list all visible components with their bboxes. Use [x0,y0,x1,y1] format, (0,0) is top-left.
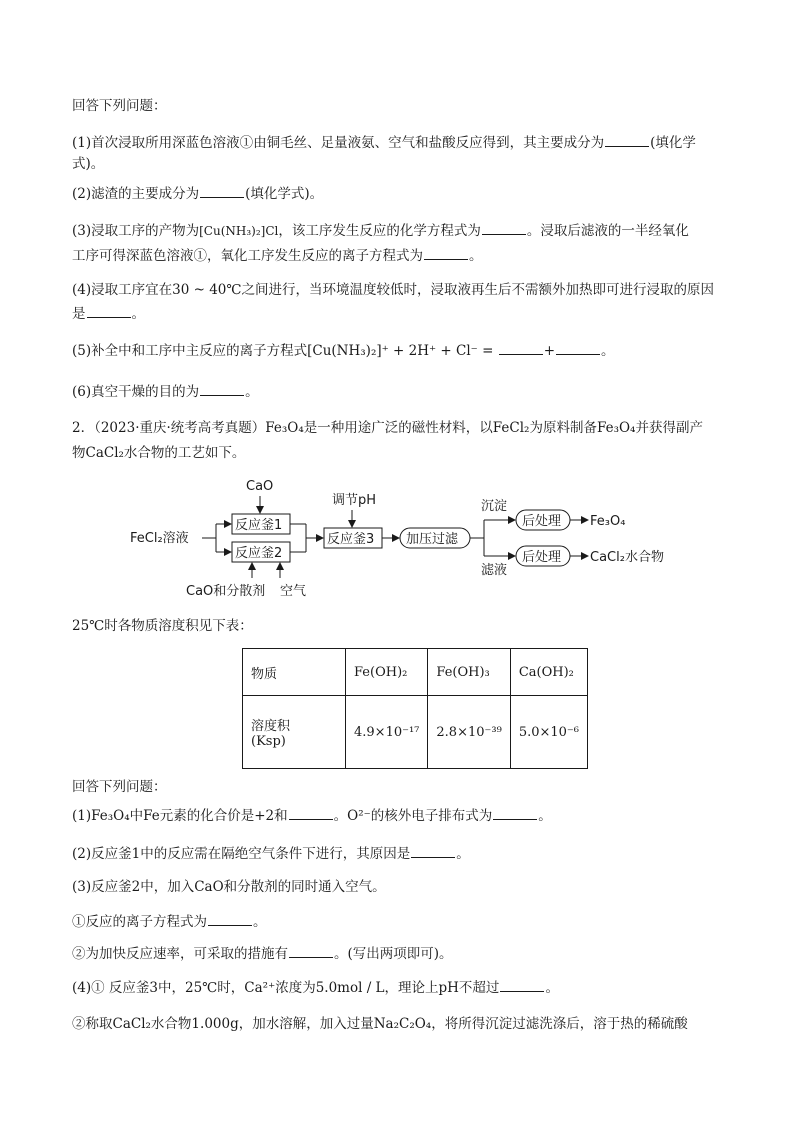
q1-item-3 [72,220,689,241]
table-value-caoh2: 5.0×10⁻⁶ [510,696,587,769]
post-processing-1-label: 后处理 [522,514,562,529]
process-flow-diagram [130,474,690,604]
flow-precipitate-label: 沉淀 [481,499,508,514]
q1-item-4 [72,280,714,300]
complex-formula: [Cu(NH₃)₂]Cl [199,224,279,238]
answer-blank[interactable] [499,340,543,355]
q2-item-1-text-b: 。O²⁻的核外电子排布式为 [333,808,493,824]
product-cacl2-label: CaCl₂水合物 [590,550,664,565]
q2-item-1 [72,805,552,826]
ksp-label-line1: 溶度积 [251,719,291,734]
q2-item-3-sub1-text: ①反应的离子方程式为 [72,914,207,930]
table-header-caoh2: Ca(OH)₂ [510,649,587,696]
table-row [243,649,588,696]
q2-item-4 [72,977,559,998]
q2-header: 2．（2023·重庆·统考高考真题）Fe₃O₄是一种用途广泛的磁性材料，以FeCl₂为原料制备Fe₃O₄并获得副产 [72,420,703,436]
temperature-range: 30 ~ 40℃ [172,282,242,298]
answer-blank[interactable] [482,220,526,235]
answer-blank[interactable] [289,943,333,958]
q1-item-3-text-d: 工序可得深蓝色溶液①，氧化工序发生反应的离子方程式为 [72,248,423,264]
table-value-feoh3: 2.8×10⁻³⁹ [428,696,510,769]
answer-blank[interactable] [556,340,600,355]
flow-filtrate-label: 滤液 [481,563,508,578]
q2-item-2 [72,843,470,864]
answer-blank[interactable] [208,911,252,926]
answer-blank[interactable] [493,805,537,820]
reactor-3-label: 反应釜3 [327,532,375,547]
q1-item-5-text: (5)补全中和工序中主反应的离子方程式 [72,343,308,359]
q2-item-1-text: (1)Fe₃O₄中Fe元素的化合价是+2和 [72,808,288,824]
table-row [243,696,588,769]
answer-blank[interactable] [200,183,244,198]
reactor-2-label: 反应釜2 [235,546,283,561]
answer-blank[interactable] [411,843,455,858]
answer-blank[interactable] [200,381,244,396]
q2-item-3: (3)反应釜2中，加入CaO和分散剂的同时通入空气。 [72,879,386,895]
table-value-feoh2: 4.9×10⁻¹⁷ [346,696,428,769]
q1-item-1 [72,132,696,153]
q1-item-4-text-c: 是 [72,306,86,322]
q1-item-2 [72,183,323,204]
q2-header-cont: 物CaCl₂水合物的工艺如下。 [72,445,246,461]
q2-item-4-text: (4)① 反应釜3中，25℃时，Ca²⁺浓度为5.0mol / L，理论上pH不超过 [72,980,500,996]
answer-blank[interactable] [424,245,468,260]
q1-item-4-text-d: 。 [131,306,145,322]
q1-item-5-end: 。 [601,343,615,359]
ionic-equation: [Cu(NH₃)₂]⁺ + 2H⁺ + Cl⁻ = [307,343,494,359]
q2-answer-intro: 回答下列问题： [72,779,167,795]
flow-air-label: 空气 [280,584,307,599]
q2-item-3-sub2-text: ②为加快反应速率，可采取的措施有 [72,946,288,962]
press-filter-label: 加压过滤 [406,532,459,547]
q1-item-6-text-b: 。 [245,384,259,400]
q1-item-1-text: (1)首次浸取所用深蓝色溶液①由铜毛丝、足量液氨、空气和盐酸反应得到，其主要成分为 [72,135,605,151]
q1-item-6-text: (6)真空干燥的目的为 [72,384,200,400]
q2-item-3-sub2 [72,943,453,964]
q1-item-4-cont [72,303,145,324]
product-fe3o4-label: Fe₃O₄ [590,514,626,529]
table-header-substance: 物质 [243,649,346,696]
answer-blank[interactable] [605,132,649,147]
post-processing-2-label: 后处理 [522,550,562,565]
q1-item-3-text: (3)浸取工序的产物为 [72,223,200,239]
q1-item-1-cont: 式)。 [72,156,105,172]
q1-item-3-text-c: 。浸取后滤液的一半经氧化 [526,223,689,239]
q1-item-5 [72,340,615,361]
table-header-feoh3: Fe(OH)₃ [428,649,510,696]
answer-blank[interactable] [87,303,131,318]
q1-item-2-text-b: (填化学式)。 [245,186,324,202]
answer-blank[interactable] [500,977,544,992]
answer-blank[interactable] [289,805,333,820]
flow-cao-label: CaO [246,479,274,494]
ksp-table [242,648,588,769]
q1-item-3-text-b: ，该工序发生反应的化学方程式为 [278,223,481,239]
q2-item-2-end: 。 [456,846,470,862]
q2-item-2-text: (2)反应釜1中的反应需在隔绝空气条件下进行，其原因是 [72,846,411,862]
q1-item-2-text: (2)滤渣的主要成分为 [72,186,200,202]
q2-item-1-end: 。 [538,808,552,824]
q1-item-6 [72,381,259,402]
flow-feed-label: FeCl₂溶液 [130,531,189,546]
q1-item-3-text-e: 。 [469,248,483,264]
q1-intro: 回答下列问题： [72,98,167,114]
ksp-label-line2: (Ksp) [251,734,286,749]
q2-item-4-end: 。 [545,980,559,996]
q1-item-3-cont [72,245,483,266]
table-label-ksp [243,696,346,769]
flow-adjust-ph-label: 调节pH [332,493,377,508]
q1-item-1-text-b: (填化学 [650,135,696,151]
plus-sign: + [543,343,556,359]
table-intro: 25℃时各物质溶度积见下表： [72,618,253,634]
q1-item-4-text-b: 之间进行，当环境温度较低时，浸取液再生后不需额外加热即可进行浸取的原因 [241,282,714,298]
flow-cao-dispersant-label: CaO和分散剂 [186,584,266,599]
reactor-1-label: 反应釜1 [235,518,283,533]
table-header-feoh2: Fe(OH)₂ [346,649,428,696]
q1-item-4-text: (4)浸取工序宜在 [72,282,173,298]
q2-item-3-sub1 [72,911,267,932]
q2-item-3-sub1-end: 。 [253,914,267,930]
q2-item-4-sub2: ②称取CaCl₂水合物1.000g，加水溶解，加入过量Na₂C₂O₄，将所得沉淀过滤洗涤后，溶于热的稀硫酸 [72,1016,688,1032]
q2-item-3-sub2-end: 。(写出两项即可)。 [334,946,453,962]
